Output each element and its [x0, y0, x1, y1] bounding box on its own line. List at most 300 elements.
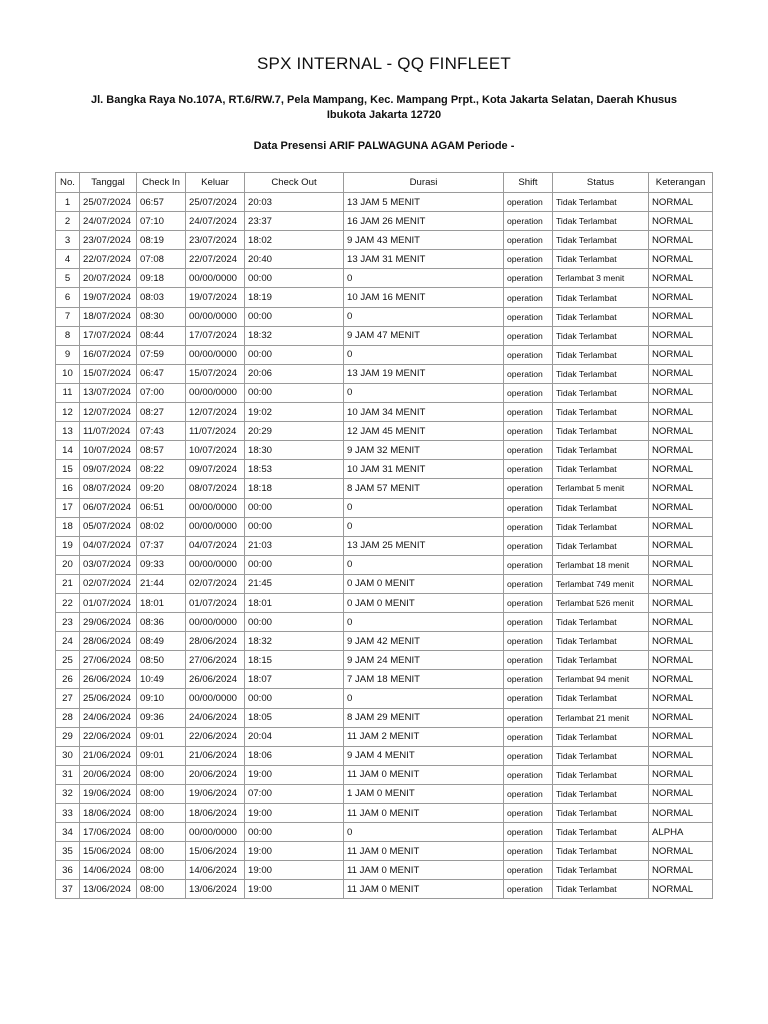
- cell-check-in: 08:00: [137, 823, 186, 842]
- column-header-keterangan: Keterangan: [649, 173, 713, 193]
- cell-no: 3: [56, 231, 80, 250]
- cell-tanggal: 15/07/2024: [80, 364, 137, 383]
- cell-check-in: 09:01: [137, 727, 186, 746]
- cell-status: Tidak Terlambat: [553, 746, 649, 765]
- cell-keterangan: NORMAL: [649, 307, 713, 326]
- cell-check-in: 18:01: [137, 593, 186, 612]
- cell-status: Tidak Terlambat: [553, 193, 649, 212]
- cell-keluar: 13/06/2024: [186, 880, 245, 899]
- cell-check-out: 00:00: [245, 345, 344, 364]
- cell-check-out: 19:00: [245, 861, 344, 880]
- cell-no: 29: [56, 727, 80, 746]
- cell-no: 28: [56, 708, 80, 727]
- cell-no: 17: [56, 498, 80, 517]
- table-row: [56, 574, 713, 593]
- table-row: [56, 708, 713, 727]
- cell-shift: operation: [504, 746, 553, 765]
- cell-durasi: 8 JAM 29 MENIT: [344, 708, 504, 727]
- column-header-keluar: Keluar: [186, 173, 245, 193]
- cell-no: 33: [56, 804, 80, 823]
- cell-check-in: 10:49: [137, 670, 186, 689]
- cell-durasi: 12 JAM 45 MENIT: [344, 422, 504, 441]
- cell-check-in: 08:44: [137, 326, 186, 345]
- cell-keluar: 00/00/0000: [186, 823, 245, 842]
- company-address: [40, 93, 728, 123]
- cell-durasi: 0: [344, 689, 504, 708]
- cell-status: Tidak Terlambat: [553, 288, 649, 307]
- cell-tanggal: 11/07/2024: [80, 422, 137, 441]
- cell-check-in: 08:30: [137, 307, 186, 326]
- cell-shift: operation: [504, 708, 553, 727]
- cell-check-in: 08:36: [137, 613, 186, 632]
- cell-durasi: 11 JAM 0 MENIT: [344, 765, 504, 784]
- cell-status: Tidak Terlambat: [553, 326, 649, 345]
- cell-check-in: 07:37: [137, 536, 186, 555]
- cell-durasi: 0: [344, 823, 504, 842]
- table-row: [56, 231, 713, 250]
- cell-durasi: 0: [344, 269, 504, 288]
- cell-durasi: 0: [344, 517, 504, 536]
- cell-keluar: 00/00/0000: [186, 689, 245, 708]
- cell-tanggal: 04/07/2024: [80, 536, 137, 555]
- cell-check-in: 08:00: [137, 804, 186, 823]
- cell-status: Terlambat 94 menit: [553, 670, 649, 689]
- cell-check-out: 00:00: [245, 307, 344, 326]
- cell-keterangan: NORMAL: [649, 842, 713, 861]
- cell-keterangan: NORMAL: [649, 326, 713, 345]
- cell-check-out: 19:00: [245, 842, 344, 861]
- report-subtitle: Data Presensi ARIF PALWAGUNA AGAM Periode -: [253, 140, 515, 152]
- cell-keluar: 14/06/2024: [186, 861, 245, 880]
- cell-keluar: 22/06/2024: [186, 727, 245, 746]
- cell-keterangan: NORMAL: [649, 498, 713, 517]
- cell-durasi: 10 JAM 31 MENIT: [344, 460, 504, 479]
- cell-keterangan: ALPHA: [649, 823, 713, 842]
- table-row: [56, 498, 713, 517]
- cell-shift: operation: [504, 804, 553, 823]
- cell-check-out: 00:00: [245, 517, 344, 536]
- cell-no: 18: [56, 517, 80, 536]
- cell-durasi: 8 JAM 57 MENIT: [344, 479, 504, 498]
- cell-durasi: 0: [344, 555, 504, 574]
- table-row: [56, 842, 713, 861]
- cell-tanggal: 20/06/2024: [80, 765, 137, 784]
- cell-keluar: 00/00/0000: [186, 517, 245, 536]
- cell-durasi: 13 JAM 25 MENIT: [344, 536, 504, 555]
- cell-durasi: 9 JAM 32 MENIT: [344, 441, 504, 460]
- cell-status: Tidak Terlambat: [553, 613, 649, 632]
- cell-shift: operation: [504, 689, 553, 708]
- cell-shift: operation: [504, 593, 553, 612]
- cell-tanggal: 03/07/2024: [80, 555, 137, 574]
- cell-tanggal: 06/07/2024: [80, 498, 137, 517]
- cell-tanggal: 09/07/2024: [80, 460, 137, 479]
- table-row: [56, 727, 713, 746]
- address-line-2: Ibukota Jakarta 12720: [326, 109, 442, 121]
- cell-tanggal: 15/06/2024: [80, 842, 137, 861]
- cell-shift: operation: [504, 784, 553, 803]
- cell-keterangan: NORMAL: [649, 231, 713, 250]
- cell-tanggal: 13/07/2024: [80, 383, 137, 402]
- cell-check-in: 07:00: [137, 383, 186, 402]
- cell-keterangan: NORMAL: [649, 269, 713, 288]
- column-header-tanggal: Tanggal: [80, 173, 137, 193]
- cell-shift: operation: [504, 651, 553, 670]
- table-row: [56, 670, 713, 689]
- cell-check-out: 18:19: [245, 288, 344, 307]
- cell-status: Tidak Terlambat: [553, 651, 649, 670]
- cell-tanggal: 21/06/2024: [80, 746, 137, 765]
- cell-check-in: 07:43: [137, 422, 186, 441]
- cell-durasi: 11 JAM 0 MENIT: [344, 842, 504, 861]
- cell-no: 31: [56, 765, 80, 784]
- cell-status: Tidak Terlambat: [553, 498, 649, 517]
- cell-check-in: 08:00: [137, 784, 186, 803]
- cell-check-in: 08:19: [137, 231, 186, 250]
- cell-durasi: 9 JAM 24 MENIT: [344, 651, 504, 670]
- table-row: [56, 288, 713, 307]
- cell-shift: operation: [504, 345, 553, 364]
- cell-tanggal: 01/07/2024: [80, 593, 137, 612]
- cell-keluar: 00/00/0000: [186, 307, 245, 326]
- cell-tanggal: 05/07/2024: [80, 517, 137, 536]
- table-row: [56, 784, 713, 803]
- cell-shift: operation: [504, 193, 553, 212]
- cell-keterangan: NORMAL: [649, 288, 713, 307]
- table-row: [56, 307, 713, 326]
- cell-check-out: 19:00: [245, 804, 344, 823]
- cell-check-in: 08:02: [137, 517, 186, 536]
- cell-tanggal: 19/07/2024: [80, 288, 137, 307]
- table-row: [56, 460, 713, 479]
- cell-check-in: 21:44: [137, 574, 186, 593]
- cell-keluar: 00/00/0000: [186, 498, 245, 517]
- cell-no: 36: [56, 861, 80, 880]
- cell-keterangan: NORMAL: [649, 403, 713, 422]
- cell-check-out: 00:00: [245, 613, 344, 632]
- cell-durasi: 9 JAM 4 MENIT: [344, 746, 504, 765]
- cell-shift: operation: [504, 861, 553, 880]
- cell-status: Terlambat 749 menit: [553, 574, 649, 593]
- cell-no: 13: [56, 422, 80, 441]
- cell-no: 1: [56, 193, 80, 212]
- cell-durasi: 11 JAM 2 MENIT: [344, 727, 504, 746]
- table-row: [56, 383, 713, 402]
- cell-shift: operation: [504, 632, 553, 651]
- cell-durasi: 13 JAM 5 MENIT: [344, 193, 504, 212]
- cell-status: Tidak Terlambat: [553, 689, 649, 708]
- cell-tanggal: 26/06/2024: [80, 670, 137, 689]
- cell-check-out: 21:45: [245, 574, 344, 593]
- cell-status: Tidak Terlambat: [553, 861, 649, 880]
- cell-no: 21: [56, 574, 80, 593]
- table-row: [56, 613, 713, 632]
- cell-no: 8: [56, 326, 80, 345]
- cell-keluar: 01/07/2024: [186, 593, 245, 612]
- cell-tanggal: 16/07/2024: [80, 345, 137, 364]
- table-row: [56, 250, 713, 269]
- cell-keluar: 02/07/2024: [186, 574, 245, 593]
- cell-shift: operation: [504, 250, 553, 269]
- cell-keterangan: NORMAL: [649, 632, 713, 651]
- cell-check-out: 18:01: [245, 593, 344, 612]
- cell-no: 16: [56, 479, 80, 498]
- cell-tanggal: 10/07/2024: [80, 441, 137, 460]
- cell-keluar: 11/07/2024: [186, 422, 245, 441]
- cell-no: 5: [56, 269, 80, 288]
- cell-check-out: 18:53: [245, 460, 344, 479]
- cell-check-out: 20:03: [245, 193, 344, 212]
- cell-keluar: 27/06/2024: [186, 651, 245, 670]
- cell-keluar: 09/07/2024: [186, 460, 245, 479]
- column-header-shift: Shift: [504, 173, 553, 193]
- cell-tanggal: 17/06/2024: [80, 823, 137, 842]
- cell-durasi: 16 JAM 26 MENIT: [344, 212, 504, 231]
- cell-no: 34: [56, 823, 80, 842]
- cell-check-out: 19:00: [245, 765, 344, 784]
- cell-tanggal: 13/06/2024: [80, 880, 137, 899]
- table-row: [56, 804, 713, 823]
- cell-tanggal: 22/06/2024: [80, 727, 137, 746]
- cell-keluar: 18/06/2024: [186, 804, 245, 823]
- cell-durasi: 13 JAM 31 MENIT: [344, 250, 504, 269]
- cell-check-out: 18:30: [245, 441, 344, 460]
- cell-shift: operation: [504, 842, 553, 861]
- cell-check-in: 09:01: [137, 746, 186, 765]
- cell-status: Terlambat 3 menit: [553, 269, 649, 288]
- table-row: [56, 746, 713, 765]
- cell-keluar: 08/07/2024: [186, 479, 245, 498]
- cell-shift: operation: [504, 441, 553, 460]
- cell-shift: operation: [504, 727, 553, 746]
- cell-shift: operation: [504, 422, 553, 441]
- cell-shift: operation: [504, 517, 553, 536]
- cell-status: Tidak Terlambat: [553, 784, 649, 803]
- cell-status: Tidak Terlambat: [553, 536, 649, 555]
- cell-status: Tidak Terlambat: [553, 345, 649, 364]
- cell-status: Tidak Terlambat: [553, 804, 649, 823]
- table-body: [56, 193, 713, 899]
- cell-keluar: 00/00/0000: [186, 613, 245, 632]
- cell-tanggal: 22/07/2024: [80, 250, 137, 269]
- cell-keluar: 19/06/2024: [186, 784, 245, 803]
- cell-durasi: 7 JAM 18 MENIT: [344, 670, 504, 689]
- column-header-durasi: Durasi: [344, 173, 504, 193]
- cell-tanggal: 24/06/2024: [80, 708, 137, 727]
- table-row: [56, 441, 713, 460]
- cell-keluar: 26/06/2024: [186, 670, 245, 689]
- cell-keluar: 17/07/2024: [186, 326, 245, 345]
- cell-check-out: 19:02: [245, 403, 344, 422]
- cell-keluar: 28/06/2024: [186, 632, 245, 651]
- cell-check-out: 21:03: [245, 536, 344, 555]
- cell-shift: operation: [504, 555, 553, 574]
- cell-shift: operation: [504, 823, 553, 842]
- cell-status: Terlambat 526 menit: [553, 593, 649, 612]
- cell-keluar: 00/00/0000: [186, 383, 245, 402]
- cell-tanggal: 02/07/2024: [80, 574, 137, 593]
- cell-keterangan: NORMAL: [649, 479, 713, 498]
- attendance-table: [55, 172, 713, 899]
- cell-tanggal: 28/06/2024: [80, 632, 137, 651]
- cell-check-in: 09:20: [137, 479, 186, 498]
- cell-keluar: 15/06/2024: [186, 842, 245, 861]
- cell-status: Tidak Terlambat: [553, 823, 649, 842]
- cell-check-out: 18:18: [245, 479, 344, 498]
- cell-shift: operation: [504, 498, 553, 517]
- table-row: [56, 517, 713, 536]
- cell-keterangan: NORMAL: [649, 651, 713, 670]
- cell-no: 14: [56, 441, 80, 460]
- cell-no: 23: [56, 613, 80, 632]
- cell-no: 37: [56, 880, 80, 899]
- cell-shift: operation: [504, 212, 553, 231]
- cell-no: 11: [56, 383, 80, 402]
- cell-status: Tidak Terlambat: [553, 765, 649, 784]
- cell-status: Tidak Terlambat: [553, 307, 649, 326]
- cell-no: 24: [56, 632, 80, 651]
- cell-status: Terlambat 5 menit: [553, 479, 649, 498]
- cell-keterangan: NORMAL: [649, 517, 713, 536]
- cell-check-in: 06:51: [137, 498, 186, 517]
- cell-shift: operation: [504, 231, 553, 250]
- cell-keterangan: NORMAL: [649, 746, 713, 765]
- cell-check-out: 18:05: [245, 708, 344, 727]
- table-row: [56, 689, 713, 708]
- cell-tanggal: 17/07/2024: [80, 326, 137, 345]
- cell-status: Tidak Terlambat: [553, 727, 649, 746]
- cell-status: Tidak Terlambat: [553, 441, 649, 460]
- cell-no: 2: [56, 212, 80, 231]
- table-header-row: [56, 173, 713, 193]
- cell-tanggal: 19/06/2024: [80, 784, 137, 803]
- cell-keluar: 12/07/2024: [186, 403, 245, 422]
- cell-keluar: 23/07/2024: [186, 231, 245, 250]
- cell-shift: operation: [504, 269, 553, 288]
- cell-keterangan: NORMAL: [649, 689, 713, 708]
- table-row: [56, 555, 713, 574]
- cell-durasi: 0: [344, 383, 504, 402]
- cell-keluar: 19/07/2024: [186, 288, 245, 307]
- cell-tanggal: 25/07/2024: [80, 193, 137, 212]
- cell-shift: operation: [504, 765, 553, 784]
- cell-keterangan: NORMAL: [649, 422, 713, 441]
- address-line-1: Jl. Bangka Raya No.107A, RT.6/RW.7, Pela Mampang, Kec. Mampang Prpt., Kota Jakarta Selatan, Daerah Khusus: [90, 94, 678, 106]
- cell-check-in: 07:08: [137, 250, 186, 269]
- cell-keluar: 00/00/0000: [186, 269, 245, 288]
- cell-check-in: 08:03: [137, 288, 186, 307]
- cell-shift: operation: [504, 479, 553, 498]
- cell-check-in: 09:18: [137, 269, 186, 288]
- cell-no: 27: [56, 689, 80, 708]
- cell-status: Terlambat 18 menit: [553, 555, 649, 574]
- cell-check-in: 08:00: [137, 861, 186, 880]
- table-row: [56, 422, 713, 441]
- cell-status: Tidak Terlambat: [553, 383, 649, 402]
- cell-durasi: 10 JAM 16 MENIT: [344, 288, 504, 307]
- cell-check-out: 00:00: [245, 269, 344, 288]
- cell-tanggal: 08/07/2024: [80, 479, 137, 498]
- table-row: [56, 193, 713, 212]
- cell-keterangan: NORMAL: [649, 193, 713, 212]
- table-row: [56, 861, 713, 880]
- cell-tanggal: 29/06/2024: [80, 613, 137, 632]
- cell-keterangan: NORMAL: [649, 460, 713, 479]
- table-row: [56, 651, 713, 670]
- cell-keterangan: NORMAL: [649, 536, 713, 555]
- cell-shift: operation: [504, 536, 553, 555]
- cell-status: Tidak Terlambat: [553, 250, 649, 269]
- cell-status: Tidak Terlambat: [553, 517, 649, 536]
- cell-check-out: 18:15: [245, 651, 344, 670]
- table-row: [56, 269, 713, 288]
- cell-keterangan: NORMAL: [649, 555, 713, 574]
- cell-keluar: 00/00/0000: [186, 345, 245, 364]
- cell-no: 26: [56, 670, 80, 689]
- cell-check-in: 07:59: [137, 345, 186, 364]
- cell-check-out: 18:32: [245, 632, 344, 651]
- column-header-no: No.: [56, 173, 80, 193]
- cell-durasi: 11 JAM 0 MENIT: [344, 804, 504, 823]
- cell-status: Terlambat 21 menit: [553, 708, 649, 727]
- cell-no: 19: [56, 536, 80, 555]
- cell-no: 30: [56, 746, 80, 765]
- cell-durasi: 0 JAM 0 MENIT: [344, 574, 504, 593]
- cell-no: 10: [56, 364, 80, 383]
- cell-keterangan: NORMAL: [649, 727, 713, 746]
- cell-keterangan: NORMAL: [649, 784, 713, 803]
- cell-check-out: 18:07: [245, 670, 344, 689]
- cell-durasi: 10 JAM 34 MENIT: [344, 403, 504, 422]
- cell-check-out: 00:00: [245, 498, 344, 517]
- table-row: [56, 364, 713, 383]
- cell-status: Tidak Terlambat: [553, 632, 649, 651]
- cell-shift: operation: [504, 880, 553, 899]
- cell-keterangan: NORMAL: [649, 441, 713, 460]
- cell-check-out: 18:06: [245, 746, 344, 765]
- cell-shift: operation: [504, 613, 553, 632]
- cell-shift: operation: [504, 288, 553, 307]
- cell-durasi: 11 JAM 0 MENIT: [344, 861, 504, 880]
- cell-no: 25: [56, 651, 80, 670]
- cell-shift: operation: [504, 460, 553, 479]
- cell-durasi: 0 JAM 0 MENIT: [344, 593, 504, 612]
- cell-no: 22: [56, 593, 80, 612]
- cell-keterangan: NORMAL: [649, 364, 713, 383]
- cell-keluar: 15/07/2024: [186, 364, 245, 383]
- table-row: [56, 765, 713, 784]
- cell-check-out: 00:00: [245, 555, 344, 574]
- cell-tanggal: 18/07/2024: [80, 307, 137, 326]
- cell-status: Tidak Terlambat: [553, 842, 649, 861]
- cell-keluar: 04/07/2024: [186, 536, 245, 555]
- cell-status: Tidak Terlambat: [553, 364, 649, 383]
- cell-shift: operation: [504, 574, 553, 593]
- cell-keterangan: NORMAL: [649, 574, 713, 593]
- cell-check-in: 07:10: [137, 212, 186, 231]
- table-row: [56, 403, 713, 422]
- cell-shift: operation: [504, 364, 553, 383]
- cell-no: 12: [56, 403, 80, 422]
- cell-no: 32: [56, 784, 80, 803]
- cell-check-in: 06:47: [137, 364, 186, 383]
- cell-status: Tidak Terlambat: [553, 403, 649, 422]
- cell-check-in: 06:57: [137, 193, 186, 212]
- column-header-check-out: Check Out: [245, 173, 344, 193]
- cell-status: Tidak Terlambat: [553, 212, 649, 231]
- cell-tanggal: 14/06/2024: [80, 861, 137, 880]
- cell-keluar: 10/07/2024: [186, 441, 245, 460]
